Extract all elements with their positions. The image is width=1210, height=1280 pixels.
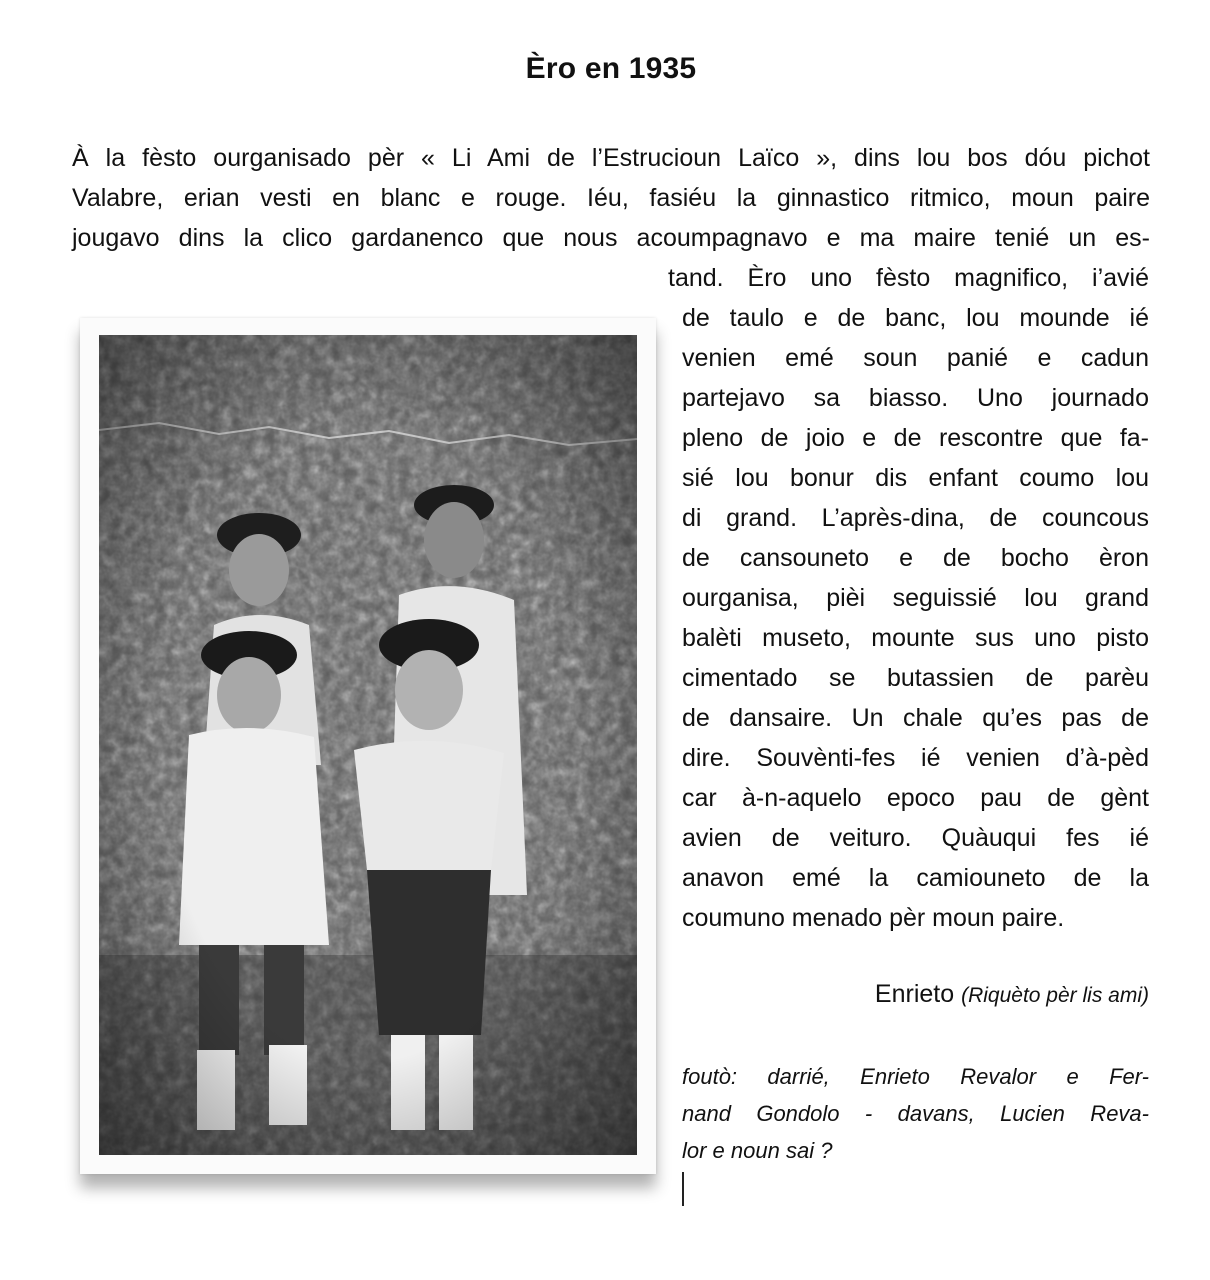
text-line: de dansaire. Un chale qu’es pas de <box>682 704 1149 732</box>
body-column <box>668 258 1149 938</box>
text-cursor <box>682 1172 684 1206</box>
text-line: jougavo dins la clico gardanenco que nous acoumpagnavo e ma maire tenié un es- <box>72 224 1150 252</box>
text-line: venien emé soun panié e cadun <box>682 344 1149 372</box>
text-line: balèti museto, mounte sus uno pisto <box>682 624 1149 652</box>
text-line: Valabre, erian vesti en blanc e rouge. Iéu, fasiéu la ginnastico ritmico, moun paire <box>72 184 1150 212</box>
intro-paragraph <box>72 138 1150 258</box>
text-line: pleno de joio e de rescontre que fa- <box>682 424 1149 452</box>
text-line: car à-n-aquelo epoco pau de gènt <box>682 784 1149 812</box>
text-line: sié lou bonur dis enfant coumo lou <box>682 464 1149 492</box>
page-title: Èro en 1935 <box>525 52 697 85</box>
signature <box>875 980 1149 1009</box>
signature-name: Enrieto <box>874 980 955 1008</box>
text-line: di grand. L’après-dina, de councous <box>682 504 1149 532</box>
text-line: dire. Souvènti-fes ié venien d’à-pèd <box>682 744 1149 772</box>
text-line: À la fèsto ourganisado pèr « Li Ami de l’Estrucioun Laïco », dins lou bos dóu pichot <box>72 144 1150 172</box>
text-line: de cansouneto e de bocho èron <box>682 544 1149 572</box>
photo-caption <box>682 1058 1149 1169</box>
vintage-photo <box>99 335 637 1155</box>
text-line: partejavo sa biasso. Uno journado <box>682 384 1149 412</box>
text-line: ourganisa, pièi seguissié lou grand <box>682 584 1149 612</box>
photo-frame <box>80 318 656 1174</box>
text-line: anavon emé la camiouneto de la <box>682 864 1149 892</box>
caption-line: nand Gondolo - davans, Lucien Reva- <box>682 1101 1149 1126</box>
text-line: avien de veituro. Quàuqui fes ié <box>682 824 1149 852</box>
text-line: coumuno menado pèr moun paire. <box>682 904 1065 932</box>
signature-nickname: (Riquèto pèr lis ami) <box>961 984 1149 1007</box>
text-line: tand. Èro uno fèsto magnifico, i’avié <box>668 264 1149 292</box>
text-line: cimentado se butassien de parèu <box>682 664 1149 692</box>
caption-line: lor e noun sai ? <box>682 1138 833 1163</box>
text-line: de taulo e de banc, lou mounde ié <box>682 304 1149 332</box>
caption-line: foutò: darrié, Enrieto Revalor e Fer- <box>682 1064 1149 1089</box>
